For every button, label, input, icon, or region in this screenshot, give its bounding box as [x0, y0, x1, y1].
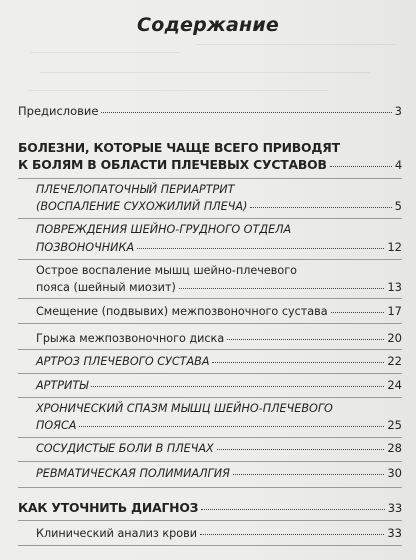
divider	[18, 397, 402, 398]
toc-leader	[200, 534, 384, 535]
toc-entry-label: пояса (шейный миозит)	[36, 281, 176, 294]
toc-entry	[36, 378, 402, 392]
toc-entry-line: Острое воспаление мышц шейно-плечевого	[36, 264, 297, 277]
toc-page-number: 24	[387, 378, 402, 392]
toc-entry	[36, 280, 402, 294]
toc-entry-label: (ВОСПАЛЕНИЕ СУХОЖИЛИЙ ПЛЕЧА)	[36, 200, 248, 213]
toc-page-number: 22	[387, 354, 402, 368]
toc-entry	[36, 304, 402, 318]
toc-entry-label: Грыжа межпозвоночного диска	[36, 332, 225, 345]
toc-section-heading-line: БОЛЕЗНИ, КОТОРЫЕ ЧАЩЕ ВСЕГО ПРИВОДЯТ	[18, 140, 340, 155]
toc-leader	[137, 248, 384, 249]
toc-page-number: 13	[387, 280, 402, 294]
toc-page-number: 12	[387, 240, 402, 254]
toc-entry	[36, 418, 402, 432]
toc-page-number: 25	[387, 418, 402, 432]
bleed-through-line	[30, 52, 180, 53]
toc-page-number: 3	[394, 104, 402, 118]
toc-entry-label: Клинический анализ крови	[36, 527, 197, 540]
toc-entry	[36, 466, 402, 480]
toc-entry-line: ПЛЕЧЕЛОПАТОЧНЫЙ ПЕРИАРТРИТ	[36, 183, 235, 196]
toc-section-heading	[18, 157, 402, 172]
toc-entry-label: КАК УТОЧНИТЬ ДИАГНОЗ	[18, 500, 199, 515]
toc-leader	[212, 362, 384, 363]
toc-entry-label: АРТРОЗ ПЛЕЧЕВОГО СУСТАВА	[36, 355, 210, 368]
toc-leader	[233, 474, 384, 475]
toc-page-number: 17	[387, 304, 402, 318]
divider	[18, 437, 402, 438]
divider	[18, 298, 402, 299]
toc-page-number: 4	[394, 158, 402, 172]
toc-entry-label: Смещение (подвывих) межпозвоночного сустава	[36, 305, 328, 318]
toc-page-number: 20	[387, 331, 402, 345]
divider	[18, 373, 402, 374]
divider	[18, 545, 402, 546]
toc-entry-label: К БОЛЯМ В ОБЛАСТИ ПЛЕЧЕВЫХ СУСТАВОВ	[18, 157, 327, 172]
toc-leader	[179, 288, 385, 289]
toc-leader	[91, 386, 384, 387]
toc-entry-label: Предисловие	[18, 104, 99, 118]
toc-page-number: 5	[394, 199, 402, 213]
divider	[18, 461, 402, 462]
toc-entry-label: ПОЯСА	[36, 419, 77, 432]
toc-leader	[101, 112, 391, 113]
toc-entry-label: ПОЗВОНОЧНИКА	[36, 241, 135, 254]
divider	[18, 520, 402, 521]
toc-leader	[201, 509, 385, 510]
toc-entry-line: ХРОНИЧЕСКИЙ СПАЗМ МЫШЦ ШЕЙНО-ПЛЕЧЕВОГО	[36, 402, 333, 415]
toc-entry-line: ПОВРЕЖДЕНИЯ ШЕЙНО-ГРУДНОГО ОТДЕЛА	[36, 223, 292, 236]
toc-entry	[36, 354, 402, 368]
toc-page-number: 28	[387, 441, 402, 455]
toc-leader	[250, 207, 391, 208]
toc-page-number: 33	[387, 501, 402, 515]
toc-leader	[331, 312, 385, 313]
toc-entry	[36, 240, 402, 254]
page-title: Содержание	[137, 14, 279, 36]
toc-entry	[18, 104, 402, 118]
bleed-through-line	[196, 44, 396, 45]
divider	[18, 218, 402, 219]
toc-page-number: 33	[387, 526, 402, 540]
toc-page-number: 30	[387, 466, 402, 480]
divider	[18, 323, 402, 324]
toc-leader	[79, 426, 384, 427]
divider	[18, 259, 402, 260]
toc-entry-label: РЕВМАТИЧЕСКАЯ ПОЛИМИАЛГИЯ	[36, 467, 230, 480]
divider	[18, 349, 402, 350]
toc-leader	[217, 449, 385, 450]
toc-section-heading	[18, 500, 402, 515]
toc-entry-label: АРТРИТЫ	[36, 379, 89, 392]
toc-entry	[36, 199, 402, 213]
toc-entry	[36, 331, 402, 345]
toc-leader	[227, 339, 384, 340]
toc-entry	[36, 441, 402, 455]
divider	[18, 178, 402, 179]
bleed-through-line	[40, 72, 370, 73]
bleed-through-line	[28, 90, 328, 91]
toc-entry	[36, 526, 402, 540]
toc-leader	[330, 166, 392, 167]
toc-entry-label: СОСУДИСТЫЕ БОЛИ В ПЛЕЧАХ	[36, 442, 214, 455]
divider	[18, 487, 402, 488]
